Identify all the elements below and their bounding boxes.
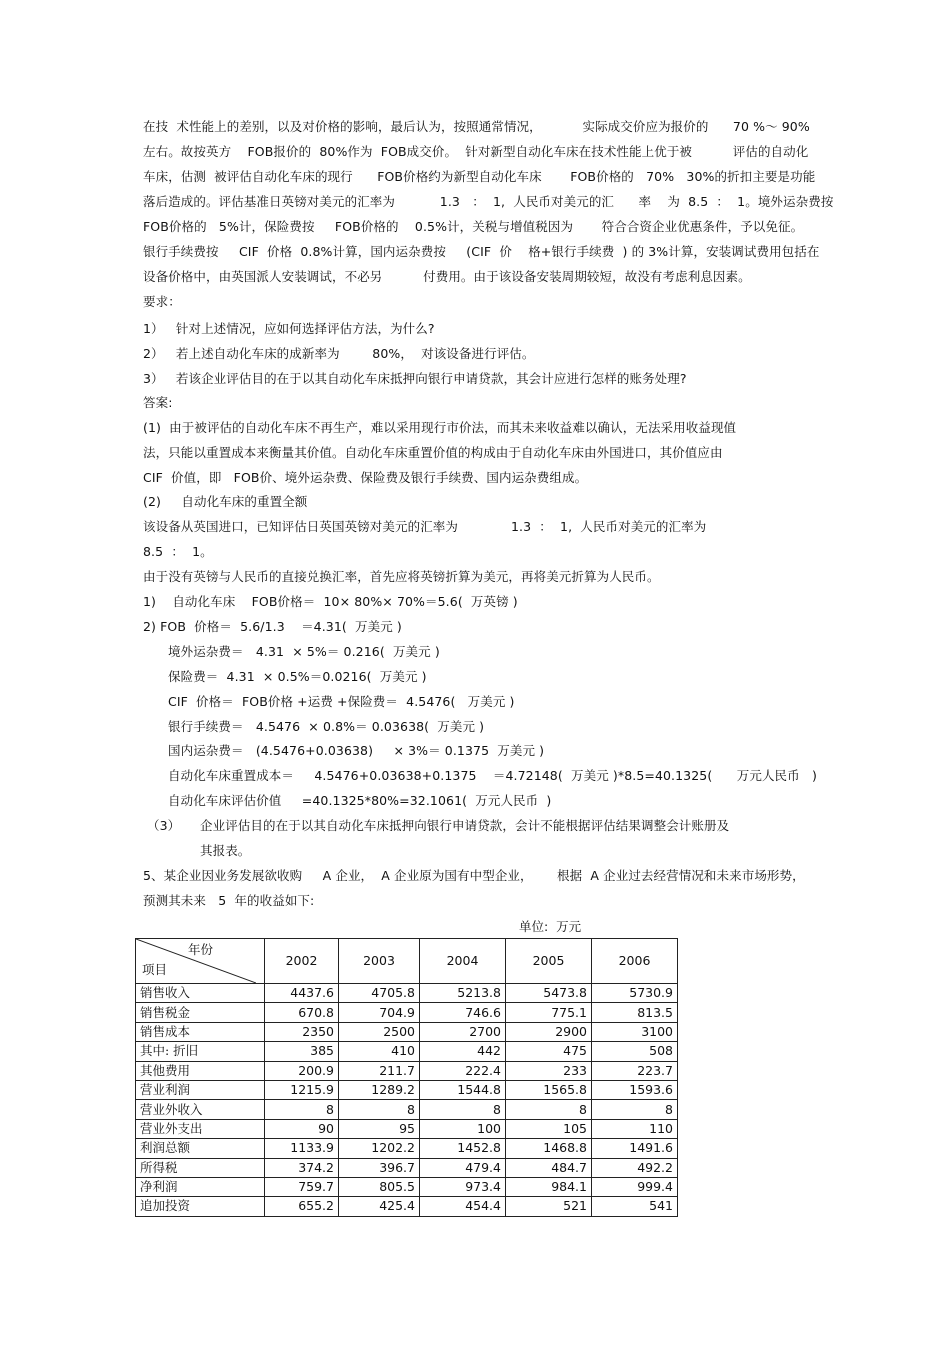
calc-line: 境外运杂费＝ 4.31 × 5%＝ 0.216( 万美元 ): [168, 644, 440, 659]
answer-3-label: （3）: [147, 818, 181, 833]
table-row: [136, 1119, 678, 1138]
table-cell: 3100: [592, 1022, 678, 1041]
table-cell: 2700: [420, 1022, 506, 1041]
table-cell: 8: [506, 1100, 592, 1119]
table-header-row: [136, 939, 678, 984]
table-cell: 541: [592, 1197, 678, 1216]
row-label: 其他费用: [136, 1061, 265, 1080]
row-label: 销售收入: [136, 984, 265, 1003]
table-cell: 2900: [506, 1022, 592, 1041]
table-cell: 1133.9: [265, 1139, 339, 1158]
answer-3-line: 企业评估目的在于以其自动化车床抵押向银行申请贷款，会计不能根据评估结果调整会计账册及: [200, 818, 730, 833]
table-cell: 211.7: [339, 1061, 420, 1080]
income-forecast-table: [135, 938, 678, 1217]
table-cell: 759.7: [265, 1177, 339, 1196]
table-row: [136, 1003, 678, 1022]
diagonal-header-cell: [136, 939, 265, 984]
table-cell: 233: [506, 1061, 592, 1080]
table-cell: 984.1: [506, 1177, 592, 1196]
table-cell: 1544.8: [420, 1080, 506, 1099]
table-cell: 1215.9: [265, 1080, 339, 1099]
table-cell: 973.4: [420, 1177, 506, 1196]
table-cell: 492.2: [592, 1158, 678, 1177]
requirements-heading: 要求：: [143, 294, 181, 309]
row-label: 销售成本: [136, 1022, 265, 1041]
table-cell: 223.7: [592, 1061, 678, 1080]
year-header: 2005: [506, 939, 592, 984]
table-row: [136, 1158, 678, 1177]
row-label: 营业利润: [136, 1080, 265, 1099]
answer-2-line: 8.5 ： 1。: [143, 544, 213, 559]
table-cell: 5730.9: [592, 984, 678, 1003]
table-cell: 475: [506, 1042, 592, 1061]
table-cell: 8: [339, 1100, 420, 1119]
table-cell: 2500: [339, 1022, 420, 1041]
calc-line: 自动化车床评估价值 =40.1325*80%=32.1061( 万元人民币 ): [168, 793, 552, 808]
answer-1-line: 法，只能以重置成本来衡量其价值。自动化车床重置价值的构成由于自动化车床由外国进口，其价值应由: [143, 445, 723, 460]
paragraph-line: 在技 术性能上的差别，以及对价格的影响，最后认为，按照通常情况， 实际成交价应为报价的 70 %～ 90%: [143, 119, 810, 134]
table-cell: 8: [420, 1100, 506, 1119]
table-cell: 775.1: [506, 1003, 592, 1022]
table-row: [136, 1100, 678, 1119]
table-cell: 1491.6: [592, 1139, 678, 1158]
table-row: [136, 1080, 678, 1099]
row-label: 净利润: [136, 1177, 265, 1196]
table-cell: 1468.8: [506, 1139, 592, 1158]
table-cell: 385: [265, 1042, 339, 1061]
table-cell: 1593.6: [592, 1080, 678, 1099]
unit-label: 单位: 万元: [519, 919, 582, 934]
year-header: 2003: [339, 939, 420, 984]
answer-2-line: 该设备从英国进口，已知评估日英国英镑对美元的汇率为 1.3 ： 1, 人民币对美元的汇率为: [143, 519, 707, 534]
row-label: 其中: 折旧: [136, 1042, 265, 1061]
answer-2-line: 由于没有英镑与人民币的直接兑换汇率，首先应将英镑折算为美元，再将美元折算为人民币。: [143, 569, 660, 584]
table-cell: 442: [420, 1042, 506, 1061]
question-1: 1） 针对上述情况，应如何选择评估方法，为什么?: [143, 321, 435, 336]
table-cell: 454.4: [420, 1197, 506, 1216]
table-cell: 100: [420, 1119, 506, 1138]
table-cell: 746.6: [420, 1003, 506, 1022]
paragraph-line: FOB价格的 5%计，保险费按 FOB价格的 0.5%计，关税与增值税因为 符合合资企业优惠条件，予以免征。: [143, 219, 804, 234]
table-cell: 704.9: [339, 1003, 420, 1022]
header-item-label: 项目: [142, 962, 168, 977]
table-cell: 5473.8: [506, 984, 592, 1003]
year-header: 2002: [265, 939, 339, 984]
table-cell: 200.9: [265, 1061, 339, 1080]
calc-line: 国内运杂费＝ (4.5476+0.03638) × 3%＝ 0.1375 万美元 ): [168, 743, 545, 758]
table-cell: 105: [506, 1119, 592, 1138]
table-cell: 1565.8: [506, 1080, 592, 1099]
answer-1-line: (1) 由于被评估的自动化车床不再生产，难以采用现行市价法，而其未来收益难以确认，无法采用收益现值: [143, 420, 737, 435]
table-row: [136, 984, 678, 1003]
table-cell: 425.4: [339, 1197, 420, 1216]
row-label: 销售税金: [136, 1003, 265, 1022]
question-5-line: 预测其未来 5 年的收益如下:: [143, 893, 315, 908]
table-cell: 374.2: [265, 1158, 339, 1177]
table-cell: 222.4: [420, 1061, 506, 1080]
table-cell: 521: [506, 1197, 592, 1216]
row-label: 追加投资: [136, 1197, 265, 1216]
row-label: 利润总额: [136, 1139, 265, 1158]
table-cell: 410: [339, 1042, 420, 1061]
table-row: [136, 1197, 678, 1216]
table-cell: 484.7: [506, 1158, 592, 1177]
table-body: [136, 984, 678, 1217]
paragraph-line: 银行手续费按 CIF 价格 0.8%计算，国内运杂费按 (CIF 价 格+银行手续费 ) 的 3%计算，安装调试费用包括在: [143, 244, 820, 259]
table-cell: 8: [265, 1100, 339, 1119]
table-cell: 110: [592, 1119, 678, 1138]
table-row: [136, 1177, 678, 1196]
paragraph-line: 设备价格中，由英国派人安装调试，不必另 付费用。由于该设备安装周期较短，故没有考虑利息因素。: [143, 269, 751, 284]
table-row: [136, 1022, 678, 1041]
table-cell: 4437.6: [265, 984, 339, 1003]
question-2: 2） 若上述自动化车床的成新率为 80%， 对该设备进行评估。: [143, 346, 535, 361]
calc-step-2: 2) FOB 价格＝ 5.6/1.3 ＝4.31( 万美元 ): [143, 619, 402, 634]
calc-line: 银行手续费＝ 4.5476 × 0.8%＝ 0.03638( 万美元 ): [168, 719, 485, 734]
answer-3-line: 其报表。: [200, 843, 251, 858]
paragraph-line: 落后造成的。评估基准日英镑对美元的汇率为 1.3 ： 1, 人民币对美元的汇 率 为 8.5 ： 1。境外运杂费按: [143, 194, 834, 209]
row-label: 营业外收入: [136, 1100, 265, 1119]
paragraph-line: 车床，估测 被评估自动化车床的现行 FOB价格约为新型自动化车床 FOB价格的 70% 30%的折扣主要是功能: [143, 169, 816, 184]
table-cell: 4705.8: [339, 984, 420, 1003]
calc-line: 自动化车床重置成本＝ 4.5476+0.03638+0.1375 ＝4.72148( 万美元 )*8.5=40.1325( 万元人民币 ): [168, 768, 817, 783]
row-label: 所得税: [136, 1158, 265, 1177]
question-3: 3） 若该企业评估目的在于以其自动化车床抵押向银行申请贷款，其会计应进行怎样的账务处理?: [143, 371, 687, 386]
year-header: 2004: [420, 939, 506, 984]
table-cell: 1452.8: [420, 1139, 506, 1158]
table-cell: 508: [592, 1042, 678, 1061]
table-cell: 1202.2: [339, 1139, 420, 1158]
table-cell: 670.8: [265, 1003, 339, 1022]
table-cell: 5213.8: [420, 984, 506, 1003]
answer-heading: 答案:: [143, 395, 173, 410]
answer-1-line: CIF 价值，即 FOB价、境外运杂费、保险费及银行手续费、国内运杂费组成。: [143, 470, 588, 485]
answer-2-heading: (2) 自动化车床的重置全额: [143, 494, 308, 509]
row-label: 营业外支出: [136, 1119, 265, 1138]
table-row: [136, 1139, 678, 1158]
table-cell: 813.5: [592, 1003, 678, 1022]
table-cell: 8: [592, 1100, 678, 1119]
paragraph-line: 左右。故按英方 FOB报价的 80%作为 FOB成交价。 针对新型自动化车床在技术性能上优于被 评估的自动化: [143, 144, 809, 159]
calc-line: 保险费＝ 4.31 × 0.5%＝0.0216( 万美元 ): [168, 669, 427, 684]
calc-line: CIF 价格＝ FOB价格 +运费 +保险费＝ 4.5476( 万美元 ): [168, 694, 515, 709]
table-cell: 805.5: [339, 1177, 420, 1196]
calc-step-1: 1) 自动化车床 FOB价格＝ 10× 80%× 70%＝5.6( 万英镑 ): [143, 594, 518, 609]
year-header: 2006: [592, 939, 678, 984]
table-cell: 2350: [265, 1022, 339, 1041]
table-cell: 999.4: [592, 1177, 678, 1196]
table-cell: 90: [265, 1119, 339, 1138]
table-row: [136, 1061, 678, 1080]
question-5-line: 5、某企业因业务发展欲收购 A 企业， A 企业原为国有中型企业， 根据 A 企业过去经营情况和未来市场形势，: [143, 868, 805, 883]
table-cell: 1289.2: [339, 1080, 420, 1099]
header-year-label: 年份: [188, 942, 214, 957]
table-cell: 655.2: [265, 1197, 339, 1216]
table-row: [136, 1042, 678, 1061]
table-cell: 479.4: [420, 1158, 506, 1177]
table-cell: 396.7: [339, 1158, 420, 1177]
table-cell: 95: [339, 1119, 420, 1138]
